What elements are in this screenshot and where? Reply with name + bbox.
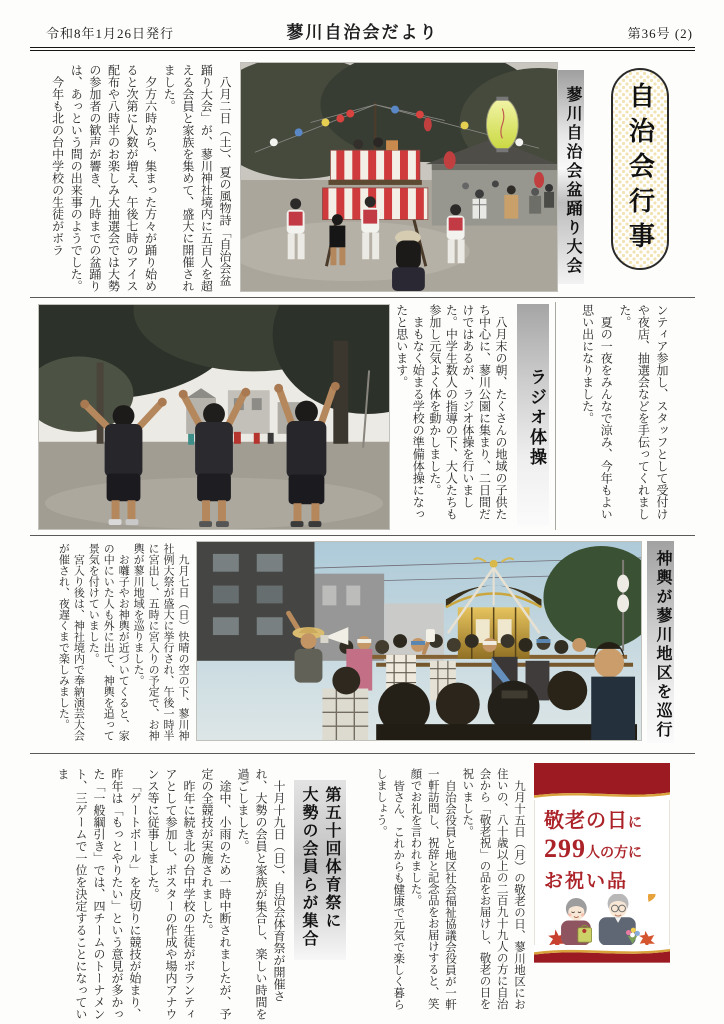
- article-paragraph: 九月七日（日）快晴の空の下、蓼川神社例大祭が盛大に挙行され、午後一時半に宮出し、五時に宮入りの予定で、お神輿が蓼川地域を巡りました。: [132, 543, 189, 741]
- bon-odori-illustration: [241, 63, 557, 291]
- mikoshi-illustration: [197, 542, 641, 740]
- section-radio-taiso: [30, 302, 695, 532]
- article-paragraph: 昨年に続き北の台中学校の生徒がボランティアとして参加し、ポスターの作成や場内アナウンス等に従事しました。: [146, 768, 196, 1020]
- mikoshi-photo: [196, 541, 642, 741]
- radio-taiso-headline: ラジオ体操: [517, 304, 549, 526]
- mikoshi-headline: 神輿が蓼川地区を巡行: [647, 541, 674, 743]
- section-bon-odori: [30, 58, 695, 296]
- event-category-label: 自治会行事: [625, 81, 655, 257]
- publication-date: 令和8年1月26日発行: [46, 26, 175, 41]
- article-paragraph: 八月二日（土）、夏の風物詩「自治会盆踊り大会」が、蓼川神社境内に五百人を超える会員と家族を集めて、盛大に開催されました。: [162, 64, 232, 292]
- headline-line: 大勢の会員らが集合: [300, 786, 317, 948]
- bon-odori-article-continuation: [559, 304, 671, 530]
- column-rule: [555, 302, 556, 530]
- article-paragraph: お囃子やお神輿が近づいてくると、家の中にいた人も外に出て、神輿を追って景気を付けていました。: [87, 543, 130, 741]
- article-paragraph: 夏の一夜をみんなで涼み、今年もよい思い出になりました。: [580, 304, 614, 520]
- radio-taiso-article: [377, 304, 509, 530]
- article-paragraph: 途中、小雨のため一時中断されましたが、予定の全競技が実施されました。: [200, 768, 232, 1020]
- card-text: [534, 800, 670, 893]
- radio-taiso-illustration: [39, 305, 389, 529]
- sports-festival-article: [30, 768, 288, 1022]
- section-keirou-and-sports: [30, 762, 695, 1024]
- radio-taiso-photo: [38, 304, 390, 530]
- article-paragraph: 八月末の朝、たくさんの地域の子供たち中心に、蓼川公園に集まり、二日間だけではあるが、ラジオ体操を行いました。中学生数人の指導の下、大人たちも参加し元気よく体を動かしました。: [427, 304, 508, 520]
- section-divider: [30, 535, 695, 536]
- section-divider: [30, 297, 695, 298]
- card-line2: 299人の方に: [544, 833, 642, 863]
- article-paragraph: 十月十九日（日）、自治会体育祭が開催され、大勢の会員と家族が集合し、楽しい時間を過ごしました。: [236, 768, 286, 1020]
- article-paragraph: まもなく始まる学校の準備体操になったと思います。: [394, 304, 426, 520]
- section-divider: [30, 753, 695, 754]
- article-paragraph: 今年も北の台中学校の生徒がボラ: [50, 76, 65, 256]
- event-category-badge: [611, 68, 669, 270]
- article-paragraph: 宮入り後は、神社境内で奉納演芸大会が催され、夜遅くまで楽しみました。: [57, 543, 85, 741]
- newsletter-title: 蓼川自治会だより: [286, 23, 439, 42]
- article-paragraph: 「ゲートボール」を皮切りに競技が始まり、昨年は「もっとやりたい」という意見が多かった「一般綱引き」では、四チームのトーナメント、三ゲームで一位を決定することになっていま: [56, 768, 142, 1020]
- article-paragraph: ンティア参加し、スタッフとして受付けや夜店、抽選会などを手伝ってくれました。: [617, 304, 669, 520]
- article-paragraph: 九月十五日（月）の敬老の日、蓼川地区にお住いの、八十歳以上の二百九十九人の方に自治会から「敬老祝」の品をお届けし、敬老の日を祝いました。: [461, 768, 525, 1010]
- bon-odori-article: [30, 64, 234, 292]
- card-line3: お祝い品: [544, 870, 629, 892]
- card-wave-top: [534, 789, 670, 800]
- keirou-card: [534, 763, 670, 963]
- bon-odori-headline: 蓼川自治会盆踊り大会: [557, 70, 584, 284]
- sports-festival-headline: [294, 780, 346, 960]
- section-mikoshi: [30, 541, 695, 751]
- keirou-article: [355, 768, 527, 1020]
- card-wave-bottom: [534, 945, 670, 963]
- headline-line: 第五十回体育祭に: [323, 786, 340, 930]
- bon-odori-photo: [240, 62, 558, 292]
- article-paragraph: 皆さん、これからも健康で元気で楽しく暮らしましょう。: [375, 768, 405, 1010]
- card-line1: 敬老の日に: [544, 809, 642, 832]
- elderly-couple-illustration: [534, 894, 670, 945]
- issue-number: 第36号 (2): [627, 26, 693, 41]
- article-paragraph: 夕方六時から、集まった方々が踊り始めると次第に人数が増え、午後七時のアイス配布や八時半のお楽しみ大抽選会では大勢の参加者の歓声が響き、九時までの盆踊りは、あっという間の出来事のようでした。: [69, 64, 158, 292]
- article-paragraph: 自治会役員と地区社会福祉協議会役員が一軒一軒訪問し、祝辞と記念品をお届けすると、笑顔でお礼を言われました。: [409, 768, 456, 1010]
- mikoshi-article: [30, 543, 190, 749]
- card-top-band: [534, 763, 670, 789]
- page-header: [30, 18, 695, 51]
